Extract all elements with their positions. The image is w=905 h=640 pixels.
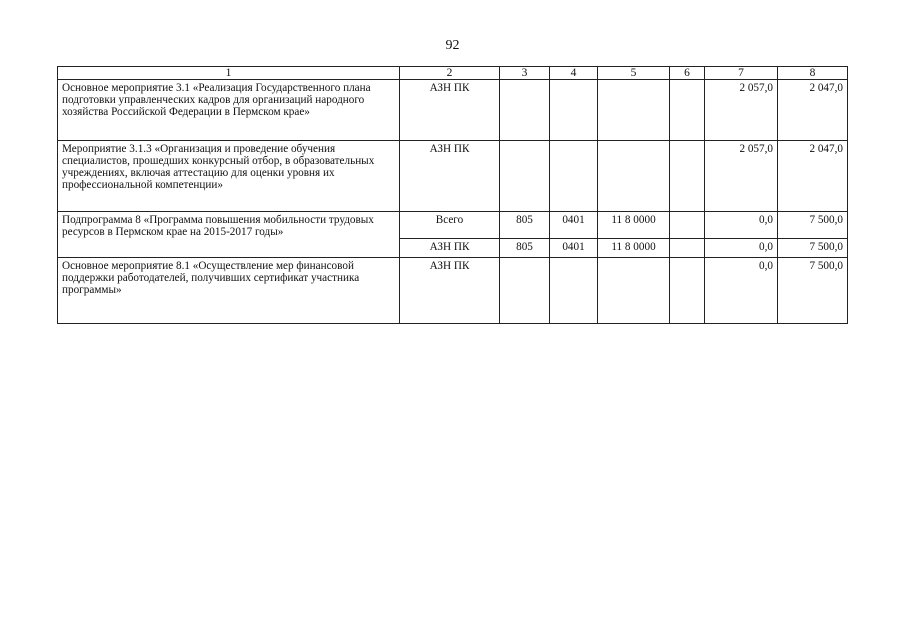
row-c4: 0401 — [550, 212, 598, 239]
header-row — [58, 67, 848, 80]
row-name: Подпрограмма 8 «Программа повышения мобильности трудовых ресурсов в Пермском крае на 2015-2017 годы» — [58, 212, 400, 258]
row-c5: 11 8 0000 — [598, 239, 670, 258]
header-col-2: 2 — [400, 67, 500, 80]
row-c3 — [500, 141, 550, 212]
budget-table — [57, 66, 848, 324]
row-c3: 805 — [500, 239, 550, 258]
row-admin: АЗН ПК — [400, 80, 500, 141]
header-col-4: 4 — [550, 67, 598, 80]
header-col-3: 3 — [500, 67, 550, 80]
row-c7: 2 057,0 — [705, 141, 778, 212]
row-admin: Всего — [400, 212, 500, 239]
row-c4 — [550, 258, 598, 324]
row-c8: 7 500,0 — [778, 212, 848, 239]
row-c6 — [670, 212, 705, 239]
table-row — [58, 141, 848, 212]
table-row — [58, 80, 848, 141]
row-c4 — [550, 80, 598, 141]
table-row — [58, 258, 848, 324]
row-admin: АЗН ПК — [400, 239, 500, 258]
header-col-8: 8 — [778, 67, 848, 80]
row-c4: 0401 — [550, 239, 598, 258]
row-c8: 2 047,0 — [778, 141, 848, 212]
row-c8: 7 500,0 — [778, 239, 848, 258]
row-c8: 7 500,0 — [778, 258, 848, 324]
row-c6 — [670, 258, 705, 324]
row-c7: 2 057,0 — [705, 80, 778, 141]
row-c7: 0,0 — [705, 258, 778, 324]
row-c6 — [670, 141, 705, 212]
row-c8: 2 047,0 — [778, 80, 848, 141]
row-c5 — [598, 80, 670, 141]
row-c3: 805 — [500, 212, 550, 239]
row-c7: 0,0 — [705, 212, 778, 239]
row-c5 — [598, 141, 670, 212]
row-name: Мероприятие 3.1.3 «Организация и проведение обучения специалистов, прошедших конкурсный отбор, в образовательных учреждениях, включая аттестацию для оценки уровня их профессиональной компетенции» — [58, 141, 400, 212]
row-c7: 0,0 — [705, 239, 778, 258]
row-admin: АЗН ПК — [400, 258, 500, 324]
row-admin: АЗН ПК — [400, 141, 500, 212]
row-c5: 11 8 0000 — [598, 212, 670, 239]
row-name: Основное мероприятие 3.1 «Реализация Государственного плана подготовки управленческих кадров для организаций народного хозяйства Российской Федерации в Пермском крае» — [58, 80, 400, 141]
row-c6 — [670, 239, 705, 258]
row-c4 — [550, 141, 598, 212]
row-name: Основное мероприятие 8.1 «Осуществление мер финансовой поддержки работодателей, получивших сертификат участника программы» — [58, 258, 400, 324]
header-col-5: 5 — [598, 67, 670, 80]
header-col-6: 6 — [670, 67, 705, 80]
header-col-7: 7 — [705, 67, 778, 80]
header-col-1: 1 — [58, 67, 400, 80]
row-c6 — [670, 80, 705, 141]
page-number: 92 — [445, 38, 460, 53]
row-c5 — [598, 258, 670, 324]
row-c3 — [500, 258, 550, 324]
table-row — [58, 212, 848, 239]
row-c3 — [500, 80, 550, 141]
